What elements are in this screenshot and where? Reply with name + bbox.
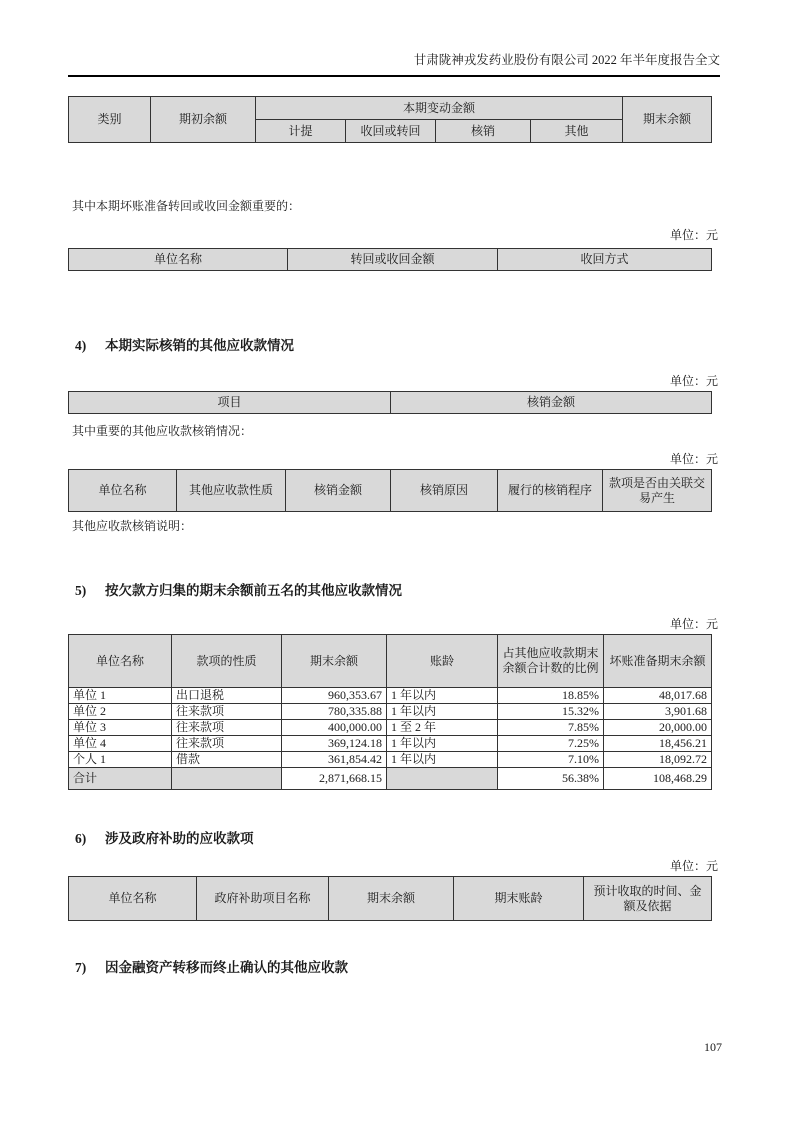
unit-label: 单位：元: [669, 374, 718, 388]
section-6-number: 6): [75, 831, 87, 846]
col-writeoff-procedure: 履行的核销程序: [498, 470, 603, 512]
reversal-note: 其中本期坏账准备转回或收回金额重要的：: [72, 199, 301, 213]
unit-label: 单位：元: [669, 859, 718, 873]
cell-aging: 1 至 2 年: [387, 720, 498, 736]
col-writeoff-amount: 核销金额: [286, 470, 391, 512]
cell-unit-name: 单位 3: [69, 720, 172, 736]
cell-balance: 960,353.67: [282, 688, 387, 704]
table-row: [69, 752, 712, 768]
col-nature: 款项的性质: [172, 635, 282, 688]
table-row: [69, 704, 712, 720]
col-receivable-nature: 其他应收款性质: [177, 470, 286, 512]
col-writeoff-reason: 核销原因: [391, 470, 498, 512]
important-writeoff-note: 其中重要的其他应收款核销情况：: [72, 424, 253, 438]
cell-aging: 1 年以内: [387, 736, 498, 752]
cell-total-balance: 2,871,668.15: [282, 768, 387, 790]
cell-unit-name: 单位 4: [69, 736, 172, 752]
col-ratio: 占其他应收款期末余额合计数的比例: [498, 635, 604, 688]
col-writeoff-amount: 核销金额: [391, 392, 712, 414]
table-row: [69, 736, 712, 752]
cell-unit-name: 个人 1: [69, 752, 172, 768]
col-reversal-amount: 转回或收回金额: [288, 249, 498, 271]
writeoff-explain-note: 其他应收款核销说明：: [72, 519, 193, 533]
col-item: 项目: [69, 392, 391, 414]
col-accrual: 计提: [256, 120, 346, 143]
table-row: [69, 688, 712, 704]
cell-nature: 往来款项: [172, 720, 282, 736]
col-subsidy-project: 政府补助项目名称: [197, 877, 329, 921]
provision-change-table: [68, 96, 712, 143]
unit-label: 单位：元: [669, 228, 718, 242]
cell-balance: 400,000.00: [282, 720, 387, 736]
col-unit-name: 单位名称: [69, 877, 197, 921]
cell-unit-name: 单位 2: [69, 704, 172, 720]
col-other: 其他: [531, 120, 623, 143]
cell-unit-name: 单位 1: [69, 688, 172, 704]
section-7-number: 7): [75, 960, 87, 975]
document-header: [68, 0, 720, 77]
col-aging: 账龄: [387, 635, 498, 688]
cell-ratio: 15.32%: [498, 704, 604, 720]
cell-empty: [172, 768, 282, 790]
unit-label: 单位：元: [669, 452, 718, 466]
col-closing-aging: 期末账龄: [454, 877, 584, 921]
cell-bad-debt: 48,017.68: [604, 688, 712, 704]
cell-aging: 1 年以内: [387, 688, 498, 704]
col-related-party: 款项是否由关联交易产生: [603, 470, 712, 512]
cell-balance: 780,335.88: [282, 704, 387, 720]
cell-total-label: 合计: [69, 768, 172, 790]
top5-receivables-table: [68, 634, 712, 790]
reversal-recovery-table: [68, 248, 712, 271]
section-7-heading: [68, 959, 720, 977]
section-5-number: 5): [75, 583, 87, 598]
section-5-title: 按欠款方归集的期末余额前五名的其他应收款情况: [105, 583, 402, 598]
actual-writeoff-table: [68, 391, 712, 414]
col-closing-balance: 期末余额: [282, 635, 387, 688]
col-expected-collection: 预计收取的时间、金额及依据: [584, 877, 712, 921]
cell-nature: 往来款项: [172, 736, 282, 752]
col-current-change-group: 本期变动金额: [256, 97, 623, 120]
col-closing-balance: 期末余额: [623, 97, 712, 143]
cell-ratio: 7.10%: [498, 752, 604, 768]
table-total-row: [69, 768, 712, 790]
cell-bad-debt: 20,000.00: [604, 720, 712, 736]
cell-ratio: 7.85%: [498, 720, 604, 736]
section-6-heading: [68, 830, 720, 848]
page-number: 107: [704, 1040, 722, 1054]
col-opening-balance: 期初余额: [151, 97, 256, 143]
section-7-title: 因金融资产转移而终止确认的其他应收款: [105, 960, 348, 975]
cell-aging: 1 年以内: [387, 752, 498, 768]
cell-aging: 1 年以内: [387, 704, 498, 720]
cell-nature: 出口退税: [172, 688, 282, 704]
cell-bad-debt: 3,901.68: [604, 704, 712, 720]
section-5-heading: [68, 582, 720, 600]
cell-total-bad-debt: 108,468.29: [604, 768, 712, 790]
col-unit-name: 单位名称: [69, 635, 172, 688]
col-unit-name: 单位名称: [69, 249, 288, 271]
important-writeoff-table: [68, 469, 712, 512]
col-category: 类别: [69, 97, 151, 143]
cell-empty: [387, 768, 498, 790]
government-subsidy-table: [68, 876, 712, 921]
document-header-title: 甘肃陇神戎发药业股份有限公司 2022 年半年度报告全文: [413, 53, 720, 67]
col-unit-name: 单位名称: [69, 470, 177, 512]
col-recover-or-reverse: 收回或转回: [346, 120, 436, 143]
col-bad-debt: 坏账准备期末余额: [604, 635, 712, 688]
cell-ratio: 18.85%: [498, 688, 604, 704]
section-4-title: 本期实际核销的其他应收款情况: [105, 338, 294, 353]
section-6-title: 涉及政府补助的应收款项: [105, 831, 254, 846]
col-closing-balance: 期末余额: [329, 877, 454, 921]
col-recovery-method: 收回方式: [498, 249, 712, 271]
cell-ratio: 7.25%: [498, 736, 604, 752]
cell-nature: 借款: [172, 752, 282, 768]
cell-nature: 往来款项: [172, 704, 282, 720]
cell-balance: 369,124.18: [282, 736, 387, 752]
cell-balance: 361,854.42: [282, 752, 387, 768]
cell-bad-debt: 18,456.21: [604, 736, 712, 752]
section-4-number: 4): [75, 338, 87, 353]
cell-total-ratio: 56.38%: [498, 768, 604, 790]
table-row: [69, 720, 712, 736]
col-write-off: 核销: [436, 120, 531, 143]
unit-label: 单位：元: [669, 617, 718, 631]
section-4-heading: [68, 337, 720, 355]
cell-bad-debt: 18,092.72: [604, 752, 712, 768]
